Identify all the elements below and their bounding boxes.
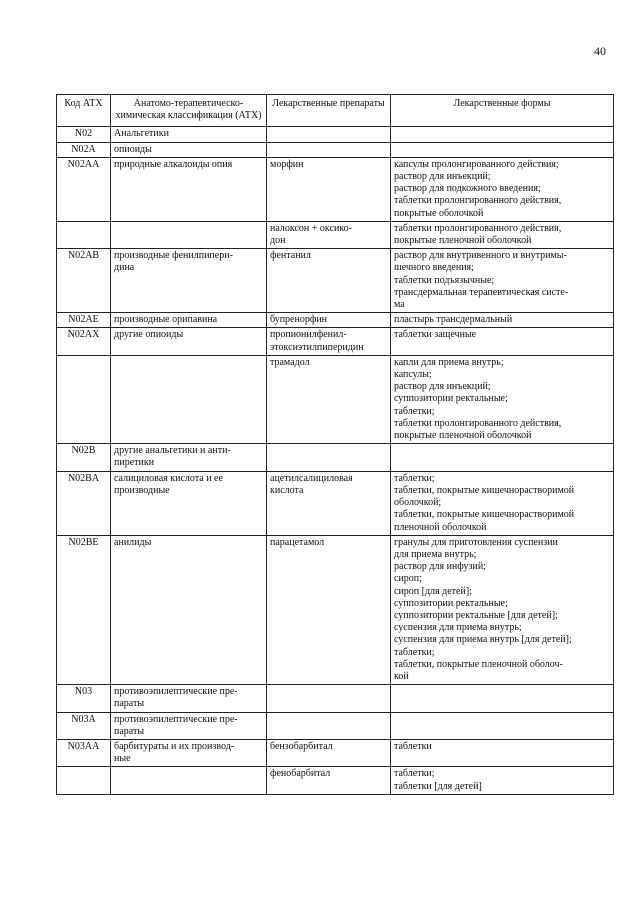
forms-cell: таблетки <box>391 739 614 766</box>
code-cell: N02BE <box>57 535 111 684</box>
atc-cell: салициловая кислота и ее производные <box>111 471 267 535</box>
atc-cell: противоэпилептические пре- параты <box>111 712 267 739</box>
atc-cell: Анальгетики <box>111 127 267 142</box>
header-code: Код АТХ <box>57 95 111 127</box>
drug-cell <box>267 127 391 142</box>
atc-cell: анилиды <box>111 535 267 684</box>
forms-cell <box>391 712 614 739</box>
code-cell: N02A <box>57 142 111 157</box>
drug-cell: ацетилсалициловая кислота <box>267 471 391 535</box>
drug-cell <box>267 712 391 739</box>
atc-cell <box>111 355 267 443</box>
code-cell <box>57 767 111 794</box>
code-cell: N03 <box>57 685 111 712</box>
table-row <box>57 535 614 684</box>
atc-cell: опиоиды <box>111 142 267 157</box>
code-cell: N02B <box>57 444 111 471</box>
drug-cell <box>267 142 391 157</box>
table-row <box>57 142 614 157</box>
drug-cell: пропионилфенил- этоксиэтилпиперидин <box>267 328 391 355</box>
forms-cell <box>391 142 614 157</box>
code-cell: N02 <box>57 127 111 142</box>
drug-cell: налоксон + оксико- дон <box>267 221 391 248</box>
drug-cell: фенобарбитал <box>267 767 391 794</box>
table-row <box>57 157 614 221</box>
forms-cell <box>391 127 614 142</box>
table-row <box>57 328 614 355</box>
code-cell: N02AE <box>57 313 111 328</box>
code-cell: N03AA <box>57 739 111 766</box>
code-cell: N02AA <box>57 157 111 221</box>
atc-cell <box>111 767 267 794</box>
forms-cell: таблетки; таблетки [для детей] <box>391 767 614 794</box>
drug-cell: трамадол <box>267 355 391 443</box>
forms-cell <box>391 444 614 471</box>
forms-cell: таблетки защечные <box>391 328 614 355</box>
table-row <box>57 471 614 535</box>
atc-cell: барбитураты и их производ- ные <box>111 739 267 766</box>
table-row <box>57 444 614 471</box>
forms-cell: капли для приема внутрь; капсулы; раствор для инъекций; суппозитории ректальные; таблетки; таблетки пролонгированного действия, покрытые пленочной оболочкой <box>391 355 614 443</box>
table-row <box>57 249 614 313</box>
header-atc: Анатомо-терапевтическо-химическая классификация (АТХ) <box>111 95 267 127</box>
drug-cell: парацетамол <box>267 535 391 684</box>
drug-cell <box>267 685 391 712</box>
forms-cell <box>391 685 614 712</box>
atc-cell: природные алкалоиды опия <box>111 157 267 221</box>
drug-cell <box>267 444 391 471</box>
table-row <box>57 685 614 712</box>
table-row <box>57 767 614 794</box>
forms-cell: таблетки пролонгированного действия, покрытые пленочной оболочкой <box>391 221 614 248</box>
drug-cell: бупренорфин <box>267 313 391 328</box>
forms-cell: раствор для внутривенного и внутримы- шечного введения; таблетки подъязычные; трансдермальная терапевтическая систе- ма <box>391 249 614 313</box>
page-number: 40 <box>594 44 606 58</box>
code-cell: N03A <box>57 712 111 739</box>
forms-cell: пластырь трансдермальный <box>391 313 614 328</box>
atc-cell: другие опиоиды <box>111 328 267 355</box>
code-cell: N02BA <box>57 471 111 535</box>
code-cell <box>57 355 111 443</box>
table-row <box>57 221 614 248</box>
table-row <box>57 127 614 142</box>
table-row <box>57 739 614 766</box>
code-cell: N02AB <box>57 249 111 313</box>
atc-cell: противоэпилептические пре- параты <box>111 685 267 712</box>
header-forms: Лекарственные формы <box>391 95 614 127</box>
drug-cell: морфин <box>267 157 391 221</box>
table-row <box>57 355 614 443</box>
forms-cell: гранулы для приготовления суспензии для приема внутрь; раствор для инфузий; сироп; сироп [для детей]; суппозитории ректальные; суппозитории ректальные [для детей]; суспензия для приема внутрь; суспензия для приема внутрь [для детей]; таблетки; таблетки, покрытые пленочной оболоч- кой <box>391 535 614 684</box>
drug-cell: фентанил <box>267 249 391 313</box>
code-cell: N02AX <box>57 328 111 355</box>
atc-cell: производные орипавина <box>111 313 267 328</box>
table-row <box>57 712 614 739</box>
atc-cell: производные фенилпипери- дина <box>111 249 267 313</box>
drug-cell: бензобарбитал <box>267 739 391 766</box>
forms-cell: капсулы пролонгированного действия; раствор для инъекций; раствор для подкожного введения; таблетки пролонгированного действия, покрытые оболочкой <box>391 157 614 221</box>
drug-classification-table <box>56 94 614 795</box>
code-cell <box>57 221 111 248</box>
table-row <box>57 313 614 328</box>
forms-cell: таблетки; таблетки, покрытые кишечнорастворимой оболочкой; таблетки, покрытые кишечнорастворимой пленочной оболочкой <box>391 471 614 535</box>
atc-cell <box>111 221 267 248</box>
atc-cell: другие анальгетики и анти- пиретики <box>111 444 267 471</box>
header-drugs: Лекарственные препараты <box>267 95 391 127</box>
table-header-row <box>57 95 614 127</box>
